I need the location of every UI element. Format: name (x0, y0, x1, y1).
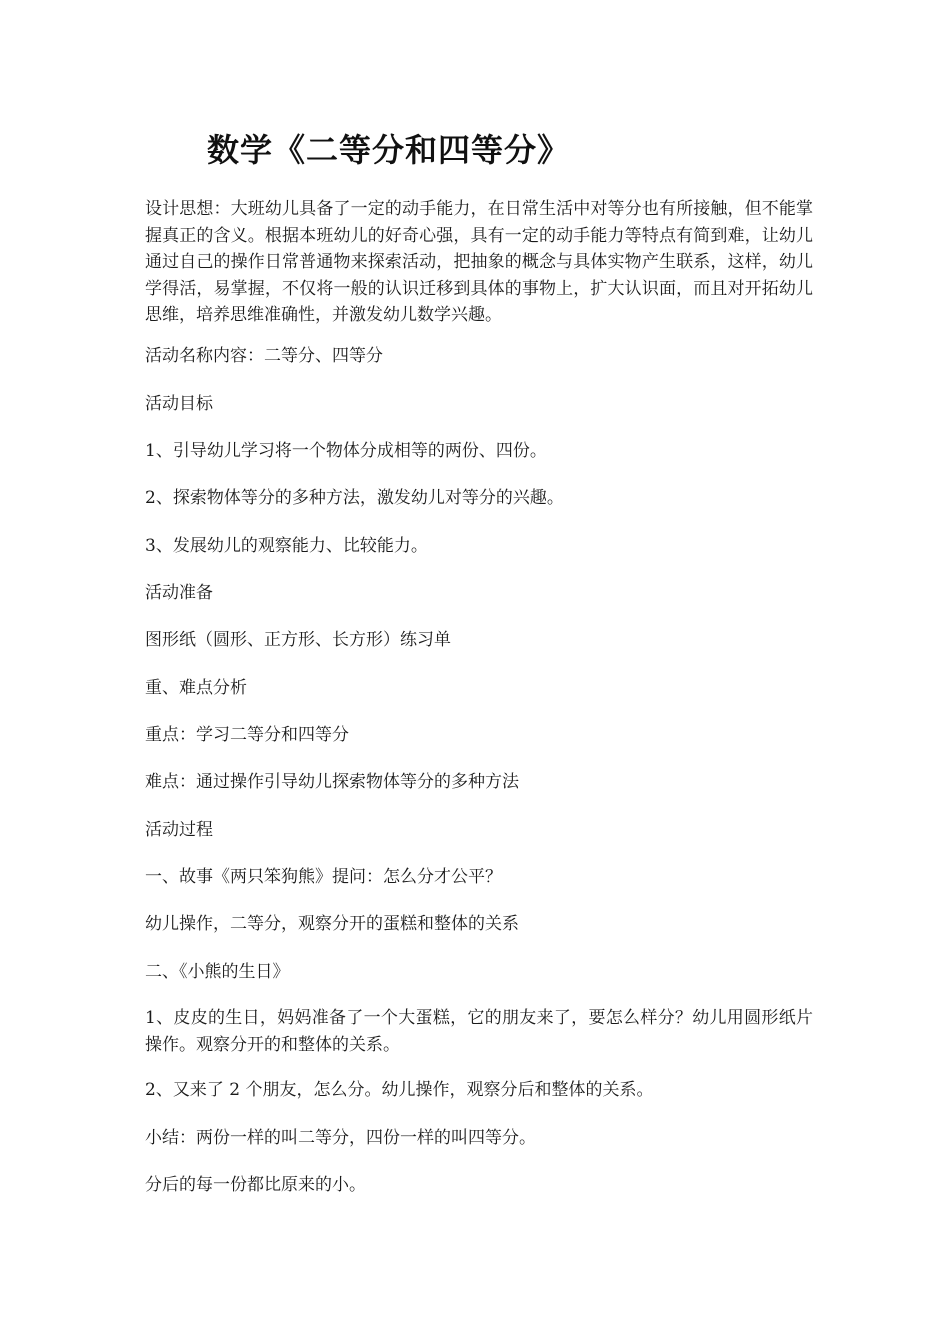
goal-item-3: 3、发展幼儿的观察能力、比较能力。 (145, 536, 428, 556)
activity-name-paragraph: 活动名称内容：二等分、四等分 (145, 346, 383, 366)
goals-heading: 活动目标 (145, 394, 213, 414)
process-step-2: 二、《小熊的生日》 (145, 962, 290, 982)
process-step-1: 一、故事《两只笨狗熊》提问：怎么分才公平？ (145, 867, 502, 887)
goal-item-2: 2、探索物体等分的多种方法，激发幼儿对等分的兴趣。 (145, 488, 564, 508)
summary: 小结：两份一样的叫二等分，四份一样的叫四等分。 (145, 1128, 536, 1148)
process-heading: 活动过程 (145, 820, 213, 840)
process-step-1-operation: 幼儿操作，二等分，观察分开的蛋糕和整体的关系 (145, 914, 519, 934)
key-points-heading: 重、难点分析 (145, 678, 247, 698)
preparation-materials: 图形纸（圆形、正方形、长方形）练习单 (145, 630, 451, 650)
summary-conclusion: 分后的每一份都比原来的小。 (145, 1175, 366, 1195)
key-point: 重点：学习二等分和四等分 (145, 725, 349, 745)
process-step-2-item-1: 1、皮皮的生日，妈妈准备了一个大蛋糕，它的朋友来了，要怎么样分？幼儿用圆形纸片操作。观察分开的和整体的关系。 (145, 1008, 813, 1055)
preparation-heading: 活动准备 (145, 583, 213, 603)
design-intro-paragraph: 设计思想：大班幼儿具备了一定的动手能力，在日常生活中对等分也有所接触，但不能掌握真正的含义。根据本班幼儿的好奇心强，具有一定的动手能力等特点有简到难，让幼儿通过自己的操作日常普通物来探索活动，把抽象的概念与具体实物产生联系，这样，幼儿学得活，易掌握，不仅将一般的认识迁移到具体的事物上，扩大认识面，而且对开拓幼儿思维，培养思维准确性，并激发幼儿数学兴趣。 (145, 199, 813, 325)
difficult-point: 难点：通过操作引导幼儿探索物体等分的多种方法 (145, 772, 519, 792)
process-step-2-item-2: 2、又来了 2 个朋友，怎么分。幼儿操作，观察分后和整体的关系。 (145, 1080, 654, 1100)
goal-item-1: 1、引导幼儿学习将一个物体分成相等的两份、四份。 (145, 441, 547, 461)
document-title: 数学《二等分和四等分》 (207, 131, 571, 169)
